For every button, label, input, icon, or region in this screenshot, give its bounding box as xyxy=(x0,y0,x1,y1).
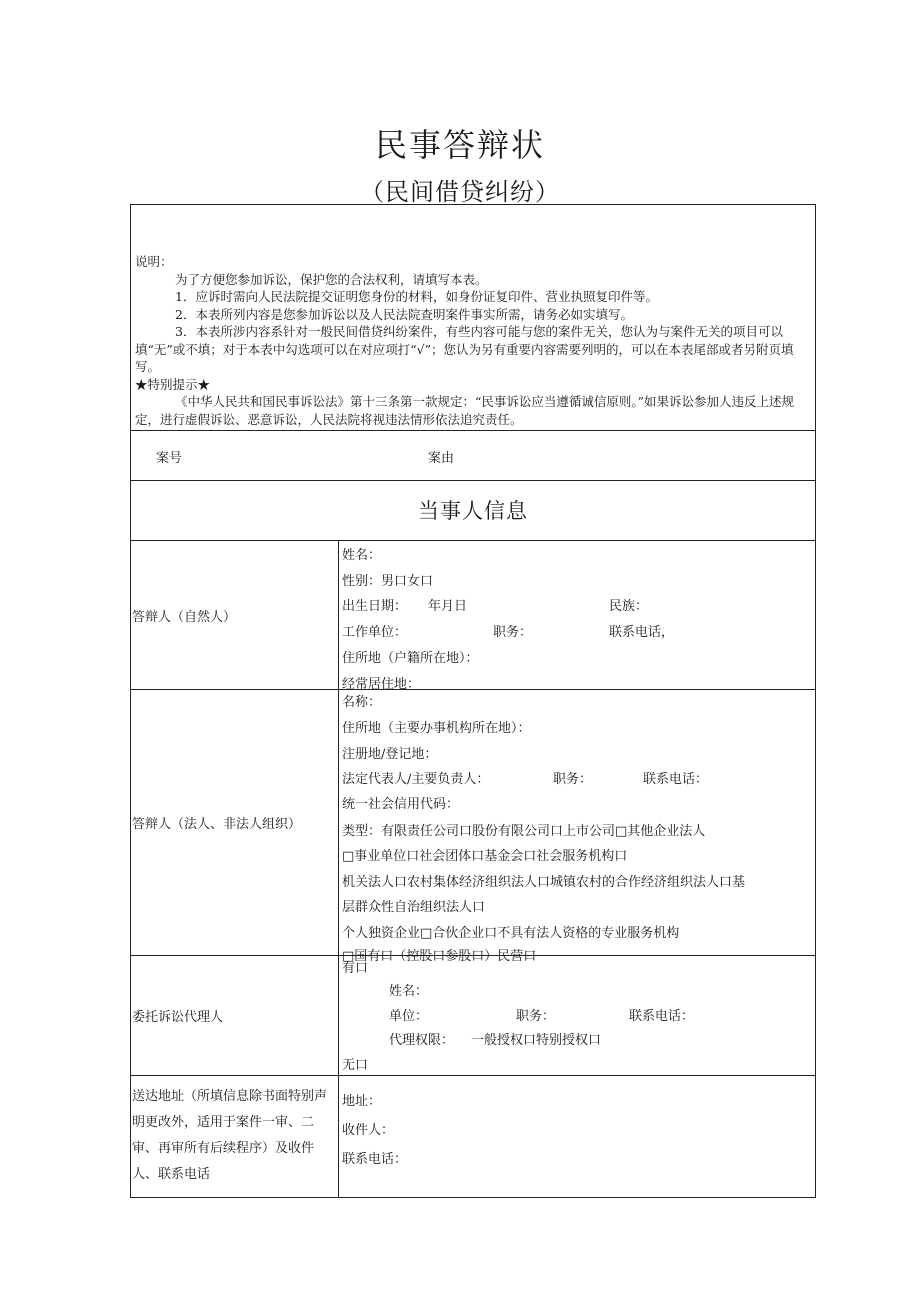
agent-none-option[interactable]: 无口 xyxy=(342,1058,369,1073)
legal-name-field[interactable]: 名称： xyxy=(342,695,382,710)
legal-type-line-2[interactable]: □事业单位口社会团体口基金会口社会服务机构口 xyxy=(342,849,628,864)
legal-credit-code-field[interactable]: 统一社会信用代码： xyxy=(342,797,460,812)
document-subtitle: （民间借贷纠纷） xyxy=(360,178,560,206)
instructions-intro: 为了方便您参加诉讼，保护您的合法权利，请填写本表。 xyxy=(175,271,488,287)
legal-registered-field[interactable]: 注册地/登记地： xyxy=(342,747,438,762)
legal-domicile-field[interactable]: 住所地（主要办事机构所在地）： xyxy=(342,721,531,736)
natural-residence-field[interactable]: 经常居住地： xyxy=(342,677,421,692)
legal-entity-row xyxy=(131,690,815,964)
agent-phone-field[interactable]: 联系电话： xyxy=(629,1009,695,1024)
agent-authority-options[interactable]: 一般授权口特别授权口 xyxy=(471,1033,602,1048)
natural-person-fields xyxy=(339,541,815,692)
special-notice-heading: ★特别提示★ xyxy=(135,376,211,392)
instructions-item-2: 2．本表所列内容是您参加诉讼以及人民法院查明案件事实所需，请务必如实填写。 xyxy=(175,306,633,322)
legal-entity-label: 答辩人（法人、非法人组织） xyxy=(131,690,339,955)
service-address-fields xyxy=(339,1076,815,1197)
legal-type-line-4[interactable]: 层群众性自治组织法人口 xyxy=(342,900,486,915)
defense-form-table xyxy=(130,204,816,1198)
natural-employer-field[interactable]: 工作单位： xyxy=(342,625,408,640)
service-recipient-field[interactable]: 收件人： xyxy=(342,1123,395,1138)
agent-authority-label: 代理权限： xyxy=(389,1033,455,1048)
natural-person-row xyxy=(131,541,815,690)
case-number-label: 案号 xyxy=(156,451,183,466)
agent-fields xyxy=(339,956,815,1075)
natural-name-field[interactable]: 姓名： xyxy=(342,548,382,563)
legal-type-line-1[interactable]: 类型：有限责任公司口股份有限公司口上市公司□其他企业法人 xyxy=(342,824,706,839)
service-address-field[interactable]: 地址： xyxy=(342,1094,382,1109)
agent-row xyxy=(131,956,815,1076)
special-notice-text: 《中华人民共和国民事诉讼法》第十三条第一款规定：“民事诉讼应当遵循诚信原则。”如果诉讼参加人违反上述规定，进行虚假诉讼、恶意诉讼，人民法院将视违法情形依法追究责任。 xyxy=(135,394,795,427)
natural-birth-field[interactable]: 出生日期： xyxy=(342,599,408,614)
agent-unit-field[interactable]: 单位： xyxy=(389,1009,429,1024)
case-cause-label: 案由 xyxy=(428,451,455,466)
natural-ethnicity-field[interactable]: 民族： xyxy=(609,599,649,614)
natural-person-label: 答辩人（自然人） xyxy=(131,541,339,689)
legal-type-line-5[interactable]: 个人独资企业□合伙企业口不具有法人资格的专业服务机构 xyxy=(342,926,680,941)
natural-gender-field[interactable]: 性别：男口女口 xyxy=(342,574,434,589)
natural-phone-field[interactable]: 联系电话， xyxy=(609,625,675,640)
legal-type-line-3[interactable]: 机关法人口农村集体经济组织法人口城镇农村的合作经济组织法人口基 xyxy=(342,875,746,890)
legal-type-line-6[interactable]: □国有口（控股口参股口）民营口 xyxy=(342,949,537,964)
case-info-row xyxy=(131,431,815,481)
instructions-block xyxy=(131,205,815,431)
document-title: 民事答辩状 xyxy=(374,126,545,164)
natural-birth-ymd: 年月日 xyxy=(428,599,468,614)
legal-phone-field[interactable]: 联系电话： xyxy=(643,772,709,787)
legal-rep-field[interactable]: 法定代表人/主要负责人： xyxy=(342,772,490,787)
instructions-item-1: 1．应诉时需向人民法院提交证明您身份的材料，如身份证复印件、营业执照复印件等。 xyxy=(175,289,658,304)
instructions-item-3: 3．本表所涉内容系针对一般民间借贷纠纷案件，有些内容可能与您的案件无关，您认为与案件无关的项目可以填“无”或不填；对于本表中勾选项可以在对应项打“√”；您认为另有重要内容需要列明的，可以在本表尾部或者另附页填写。 xyxy=(135,324,794,374)
service-phone-field[interactable]: 联系电话： xyxy=(342,1152,408,1167)
natural-domicile-field[interactable]: 住所地（户籍所在地）： xyxy=(342,651,479,666)
agent-position-field[interactable]: 职务： xyxy=(516,1009,556,1024)
instructions-heading: 说明： xyxy=(135,254,173,269)
service-address-row xyxy=(131,1076,815,1197)
legal-position-field[interactable]: 职务： xyxy=(553,772,593,787)
agent-label: 委托诉讼代理人 xyxy=(131,956,339,1075)
legal-entity-fields xyxy=(339,690,815,964)
natural-position-field[interactable]: 职务： xyxy=(493,625,533,640)
agent-has-option[interactable]: 有口 xyxy=(342,961,369,976)
service-address-label: 送达地址（所填信息除书面特别声明更改外，适用于案件一审、二审、再审所有后续程序）及收件人、联系电话 xyxy=(131,1076,339,1197)
agent-name-field[interactable]: 姓名： xyxy=(389,984,429,999)
party-info-section-title: 当事人信息 xyxy=(131,481,815,541)
